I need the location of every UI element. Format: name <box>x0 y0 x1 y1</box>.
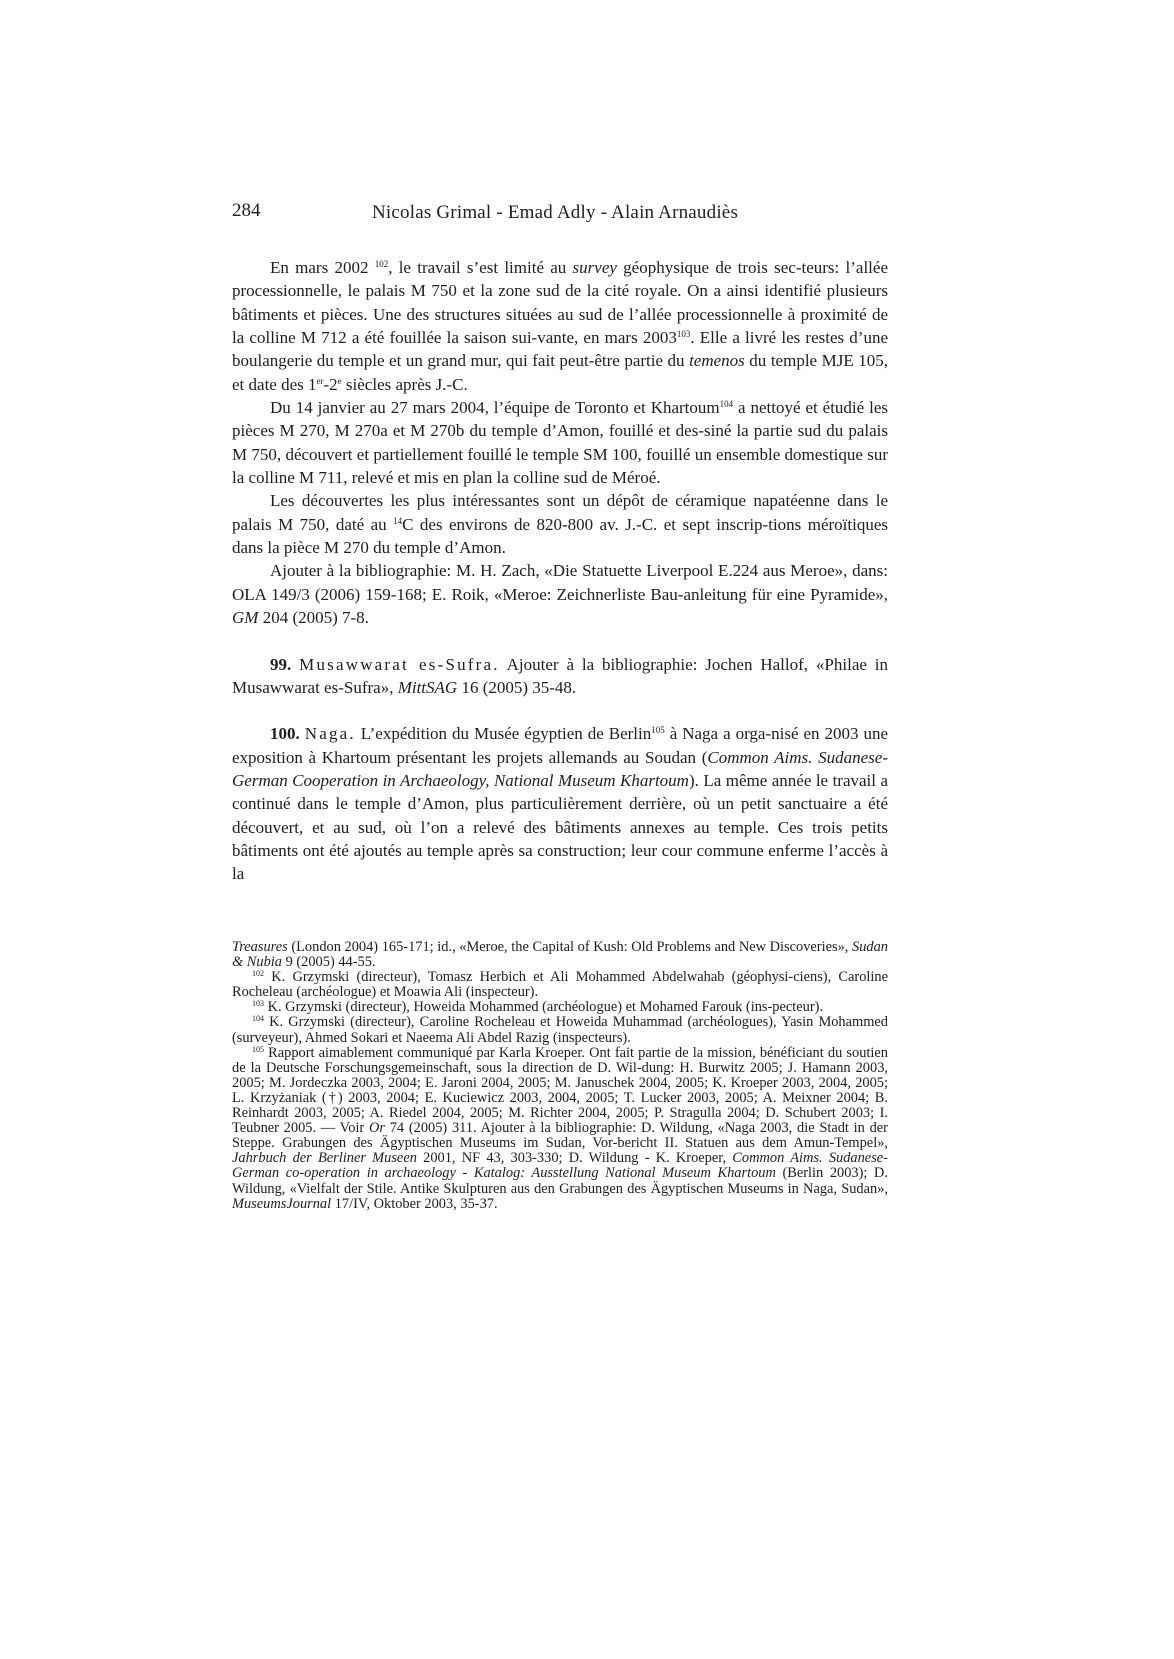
paragraph-meroe-discoveries: Les découvertes les plus intéressantes sont un dépôt de céramique napatéenne dans le palais M 750, daté au $^{14}$C des environs de 820-800 av. J.-C. et sept inscrip-tions méroïtiques dans la pièce M 270 du temple d’Amon. <box>232 491 888 558</box>
footnotes <box>232 940 888 1212</box>
site-name: Naga. <box>304 724 356 744</box>
section-number: 99. <box>270 654 292 674</box>
footnote-number: 105 <box>252 1044 264 1054</box>
section-100-naga: 100. Naga. L’expédition du Musée égyptien de Berlin$^{105}$ à Naga a orga-nisé en 2003 une exposition à Khartoum présentant les projets allemands au Soudan (Common Aims. Sudanese-German Cooperation in Archaeology, National Museum Khartoum). La même année le travail a continué dans le temple d’Amon, plus particulièrement derrière, où un petit sanctuaire a été découvert, et au sud, où l’on a relevé des bâtiments annexes au temple. Ces trois petits bâtiments ont été ajoutés au temple après sa construction; leur cour commune enferme l’accès à la <box>232 724 889 884</box>
section-99-musawwarat: 99. Musawwarat es-Sufra. Ajouter à la bibliographie: Jochen Hallof, «Philae in Musawwarat es-Sufra», MittSAG 16 (2005) 35-48. <box>232 654 889 697</box>
footnote-ref-102: 102 <box>374 259 389 269</box>
footnote-ref-105: 105 <box>651 725 665 736</box>
site-name: Musawwarat es-Sufra. <box>299 654 500 674</box>
footnote-102: $^{102}$ K. Grzymski (directeur), Tomasz Herbich et Ali Mohammed Abdelwahab (géophysi-ciens), Caroline Rocheleau (archéologue) et Moawia Ali (inspecteur). <box>232 969 888 1001</box>
footnote-number: 104 <box>252 1014 264 1024</box>
footnote-103: $^{103}$ K. Grzymski (directeur), Howeida Mohammed (archéologue) et Mohamed Farouk (ins-pecteur). <box>252 999 824 1016</box>
paragraph-meroe-2002: En mars 2002 $^{102}$, le travail s’est limité au survey géophysique de trois sec-teurs: l’allée processionnelle, le palais M 750 et la zone sud de la cité royale. On a ainsi identifié plusieurs bâtiments et pièces. Une des structures situées au sud de l’allée processionnelle à proximité de la colline M 712 a été fouillée la saison sui-vante, en mars 2003$^{103}$. Elle a livré les restes d’une boulangerie du temple et un grand mur, qui fait peut-être partie du temenos du temple MJE 105, et date des 1er-2e siècles après J.-C. <box>232 258 888 394</box>
paragraph-meroe-bibliography: Ajouter à la bibliographie: M. H. Zach, «Die Statuette Liverpool E.224 aus Meroe», dans: OLA 149/3 (2006) 159-168; E. Roik, «Meroe: Zeichnerliste Bau-anleitung für eine Pyramide», GM 204 (2005) 7-8. <box>232 561 888 628</box>
footnote-continuation: Treasures (London 2004) 165-171; id., «Meroe, the Capital of Kush: Old Problems and New Discoveries», Sudan & Nubia 9 (2005) 44-55. <box>232 939 888 971</box>
footnote-number: 103 <box>252 999 264 1009</box>
running-title: Nicolas Grimal - Emad Adly - Alain Arnaudiès <box>372 202 739 223</box>
paragraph-meroe-2004: Du 14 janvier au 27 mars 2004, l’équipe de Toronto et Khartoum$^{104}$ a nettoyé et étudié les pièces M 270, M 270a et M 270b du temple d’Amon, fouillé et des-siné la partie sud du palais M 750, découvert et partiellement fouillé le temple SM 100, fouillé un ensemble domestique sur la colline M 711, relevé et mis en plan la colline sud de Méroé. <box>232 398 888 488</box>
main-text <box>232 256 888 886</box>
section-number: 100. <box>270 724 300 744</box>
page-number: 284 <box>232 200 261 221</box>
footnote-104: $^{104}$ K. Grzymski (directeur), Caroline Rocheleau et Howeida Muhammad (archéologues), Yasin Mohammed (surveyeur), Ahmed Sokari et Naeema Ali Abdel Razig (inspecteurs). <box>232 1014 888 1046</box>
footnote-ref-104: 104 <box>719 399 734 410</box>
footnote-ref-103: 103 <box>676 329 691 340</box>
page-header <box>232 200 888 230</box>
footnote-105: $^{105}$ Rapport aimablement communiqué par Karla Kroeper. Ont fait partie de la mission, bénéficiant du soutien de la Deutsche Forschungsgemeinschaft, sous la direction de D. Wil-dung: H. Burwitz 2005; J. Hamann 2003, 2005; M. Jordeczka 2003, 2004; E. Jaroni 2004, 2005; M. Januschek 2004, 2005; K. Kroeper 2003, 2004, 2005; L. Krzyżaniak (†) 2003, 2004; E. Kuciewicz 2003, 2004, 2005; T. Lucker 2003, 2005; A. Meixner 2004; B. Reinhardt 2003, 2005; A. Riedel 2004, 2005; M. Richter 2004, 2005; P. Stragulla 2004; D. Schubert 2003; I. Teubner 2005. — Voir Or 74 (2005) 311. Ajouter à la bibliographie: D. Wildung, «Naga 2003, die Stadt in der Steppe. Grabungen des Ägyptischen Museums im Sudan, Vor-bericht II. Statuen aus dem Amun-Tempel», Jahrbuch der Berliner Museen 2001, NF 43, 303-330; D. Wildung - K. Kroeper, Common Aims. Sudanese-German co-operation in archaeology - Katalog: Ausstellung National Museum Khartoum (Berlin 2003); D. Wildung, «Vielfalt der Stile. Antike Skulpturen aus den Grabungen des Ägyptischen Museums in Naga, Sudan», MuseumsJournal 17/IV, Oktober 2003, 35-37. <box>232 1044 889 1212</box>
footnote-number: 102 <box>252 969 264 979</box>
